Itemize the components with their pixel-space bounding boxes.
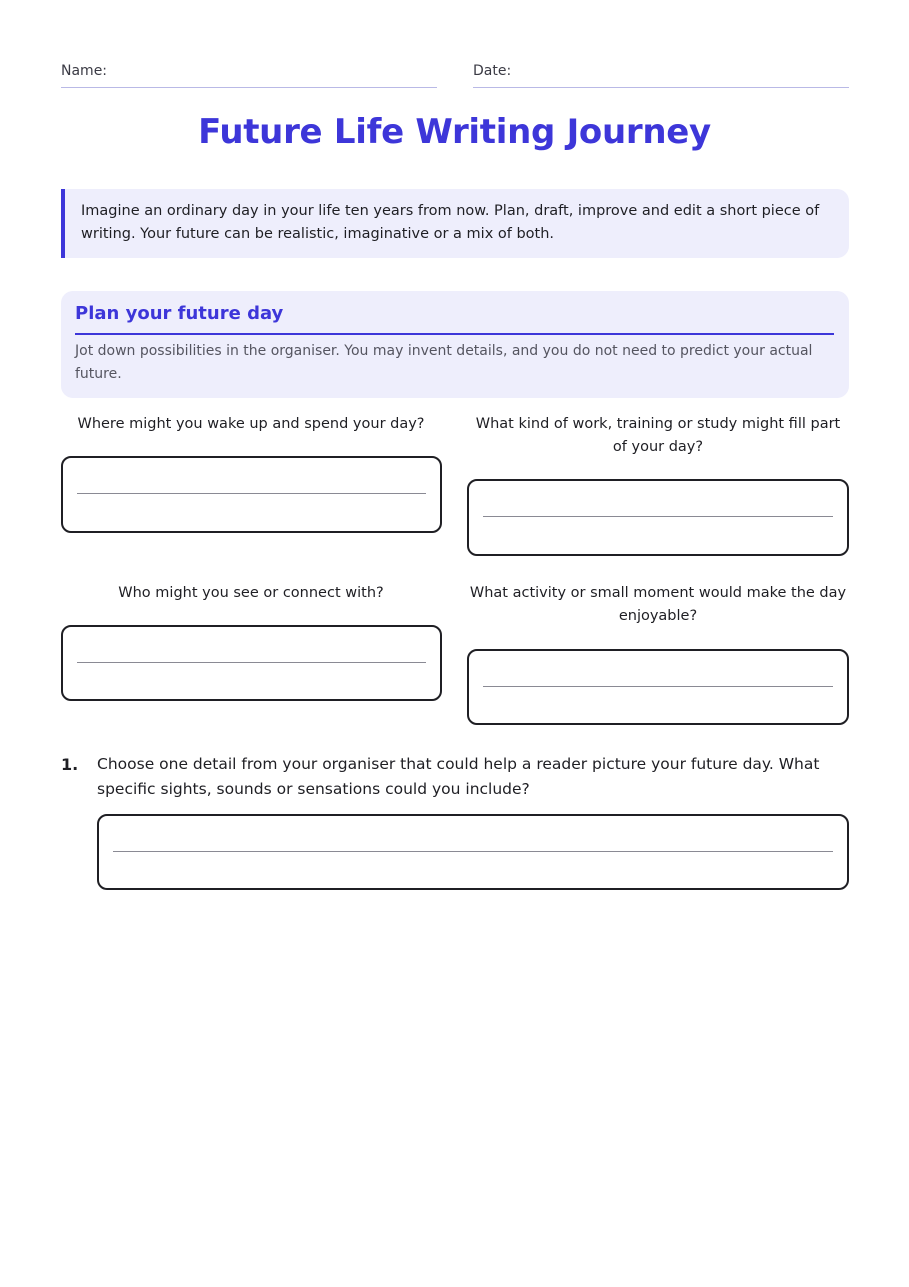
writing-line: [77, 493, 426, 494]
writing-line: [483, 686, 833, 687]
organiser-answer-activity[interactable]: [467, 649, 849, 725]
writing-line: [483, 516, 833, 517]
name-field[interactable]: [61, 60, 437, 88]
intro-callout: Imagine an ordinary day in your life ten years from now. Plan, draft, improve and edit a short piece of writing. Your future can be realistic, imaginative or a mix of both.: [61, 189, 849, 258]
date-label: Date:: [473, 63, 512, 79]
writing-line: [77, 662, 426, 663]
plan-instructions: Jot down possibilities in the organiser. You may invent details, and you do not need to predict your actual future.: [75, 343, 813, 382]
page-title: Future Life Writing Journey: [198, 112, 711, 152]
writing-line: [113, 851, 833, 852]
organiser-answer-wake[interactable]: [61, 456, 442, 533]
organiser-prompt-connect: Who might you see or connect with?: [118, 585, 384, 601]
date-field[interactable]: [473, 60, 849, 88]
organiser-answer-work[interactable]: [467, 479, 849, 556]
plan-heading: Plan your future day: [75, 301, 834, 335]
question-text: Choose one detail from your organiser that could help a reader picture your future day. What specific sights, sounds or sensations could you include?: [97, 755, 820, 798]
organiser-prompt-activity: What activity or small moment would make the day enjoyable?: [469, 585, 847, 624]
question-answer-box[interactable]: [97, 814, 849, 890]
organiser-prompt-wake: Where might you wake up and spend your day?: [77, 416, 425, 432]
question-number: 1.: [61, 755, 79, 774]
organiser-answer-connect[interactable]: [61, 625, 442, 701]
plan-section: [61, 291, 849, 398]
organiser-prompt-work: What kind of work, training or study might fill part of your day?: [475, 416, 841, 455]
name-label: Name:: [61, 63, 108, 79]
